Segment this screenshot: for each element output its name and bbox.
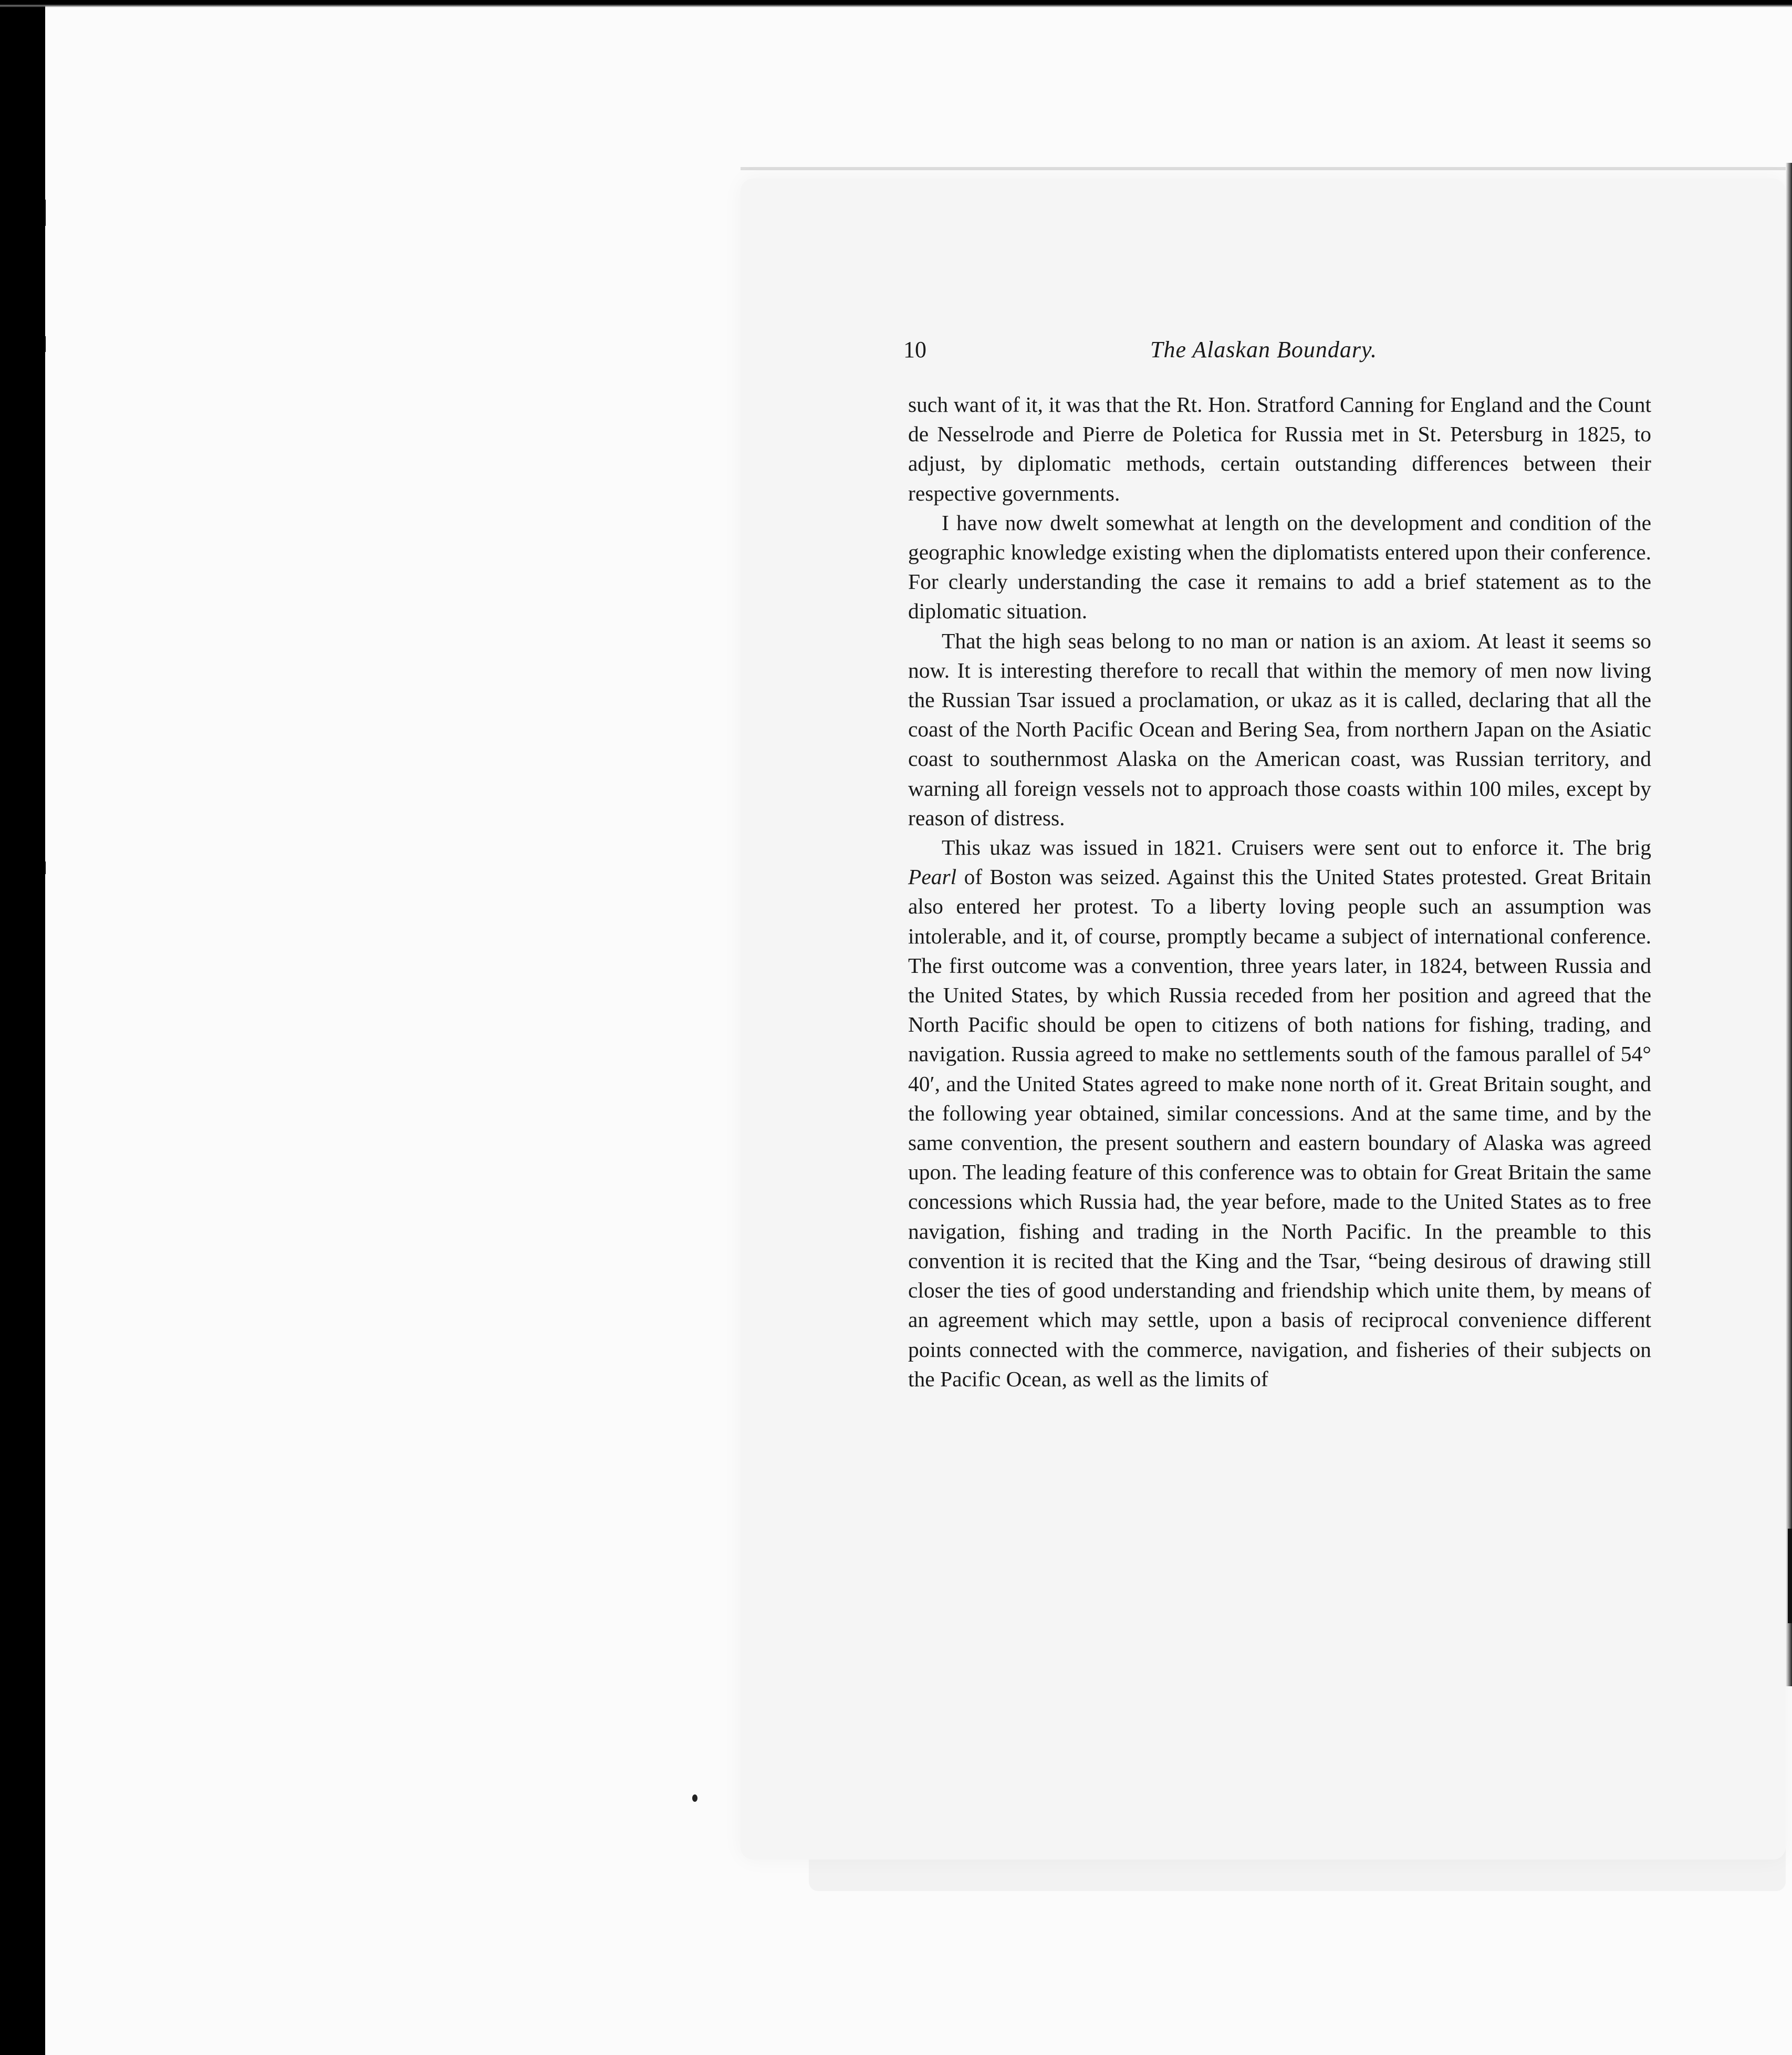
border-mark [41, 200, 46, 226]
running-head: The Alaskan Boundary. [1150, 337, 1378, 362]
scan-left-border [0, 0, 45, 2055]
paragraph-text: This ukaz was issued in 1821. Cruisers were sent out to enforce it. The brig [942, 835, 1651, 860]
paragraph [908, 833, 1651, 1394]
scan-right-edge [1786, 163, 1792, 1686]
paragraph [908, 626, 1651, 833]
border-mark [41, 336, 46, 352]
scan-right-mark [1788, 1529, 1792, 1623]
paragraph-text: I have now dwelt somewhat at length on the development and condition of the geographic knowledge existing when the diplomatists entered upon their conference. For clearly understanding the case it remains to add a brief statement as to the diplomatic situation. [908, 510, 1651, 624]
paragraph [908, 390, 1651, 508]
paragraph-text: of Boston was seized. Against this the United States protested. Great Britain also entered her protest. To a liberty loving people such an assumption was intolerable, and it, of course, promptly became a subject of international conference. The first outcome was a convention, three years later, in 1824, between Russia and the United States, by which Russia receded from her position and agreed that the North Pacific should be open to citizens of both nations for fishing, trading, and navigation. Russia agreed to make no settlements south of the famous parallel of 54° 40′, and the United States agreed to make none north of it. Great Britain sought, and the following year obtained, similar concessions. And at the same time, and by the same convention, the present southern and eastern boundary of Alaska was agreed upon. The leading feature of this conference was to obtain for Great Britain the same concessions which Russia had, the year before, made to the United States as to free navigation, fishing and trading in the North Pacific. In the preamble to this convention it is recited that the King and the Tsar, “being desirous of drawing still closer the ties of good understanding and friendship which unite them, by means of an agreement which may settle, upon a basis of reciprocal convenience different points connected with the commerce, navigation, and fisheries of their subjects on the Pacific Ocean, as well as the limits of [908, 865, 1651, 1391]
italic-text: Pearl [908, 865, 957, 889]
dust-speck [692, 1794, 697, 1802]
paragraph-text: That the high seas belong to no man or nation is an axiom. At least it seems so now. It is interesting therefore to recall that within the memory of men now living the Russian Tsar issued a proclamation, or ukaz as it is called, declaring that all the coast of the North Pacific Ocean and Bering Sea, from northern Japan on the Asiatic coast to southernmost Alaska on the American coast, was Russian territory, and warning all foreign vessels not to approach those coasts within 100 miles, except by reason of distress. [908, 628, 1651, 830]
page-header [903, 336, 1649, 368]
page-number: 10 [903, 337, 926, 362]
border-mark [41, 862, 46, 874]
paragraph [908, 508, 1651, 626]
scan-top-border [0, 0, 1792, 7]
plate-top-edge [741, 167, 1786, 170]
paragraph-text: such want of it, it was that the Rt. Hon. Stratford Canning for England and the Count de Nesselrode and Pierre de Poletica for Russia met in St. Petersburg in 1825, to adjust, by diplomatic methods, certain outstanding differences between their respective governments. [908, 392, 1651, 505]
body-text [908, 390, 1651, 1394]
